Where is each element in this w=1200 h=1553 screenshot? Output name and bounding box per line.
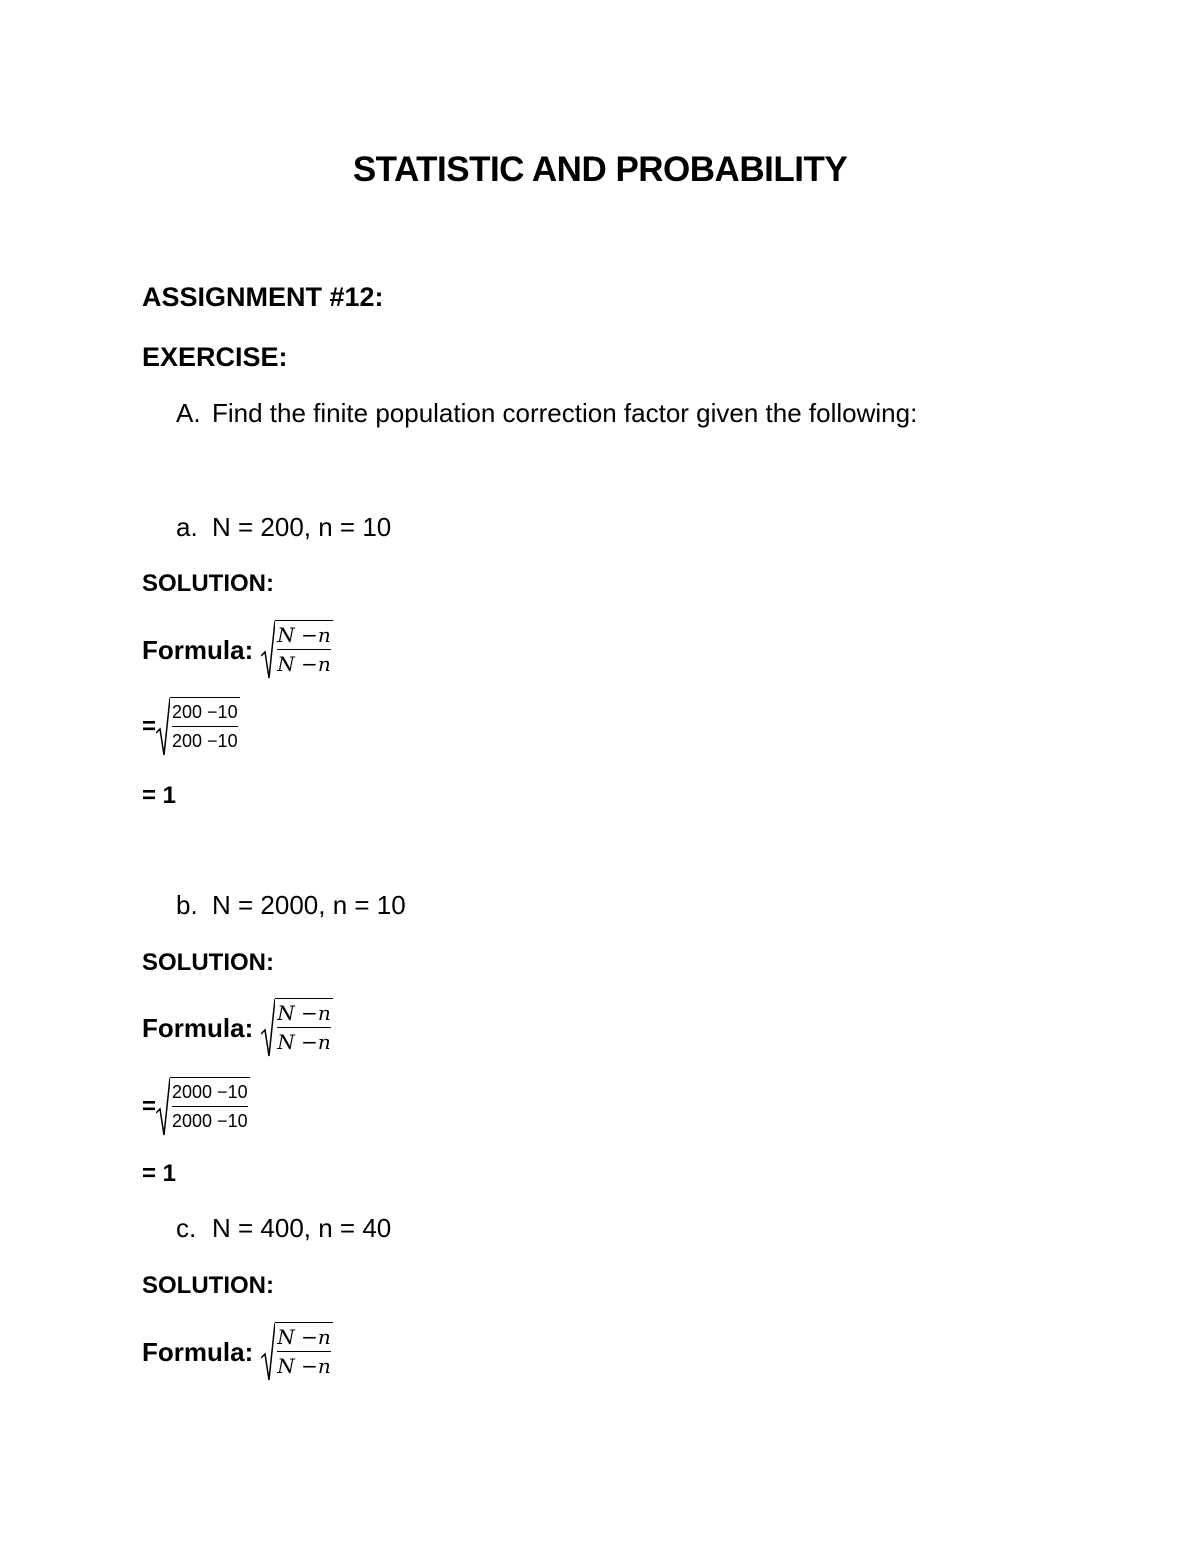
formula-row xyxy=(142,620,333,680)
substitution-row xyxy=(142,1077,250,1137)
square-root-symbol xyxy=(156,697,240,757)
numerator: N −n xyxy=(277,623,331,647)
formula-row xyxy=(142,1322,333,1382)
formula-label: Formula: xyxy=(142,1012,254,1043)
formula-label: Formula: xyxy=(142,1336,254,1367)
square-root-symbol xyxy=(261,620,333,680)
instruction xyxy=(176,398,917,429)
fraction xyxy=(275,1322,333,1382)
problem-given: N = 200, n = 10 xyxy=(212,512,392,542)
result: = 1 xyxy=(142,1160,177,1187)
equals-sign: = xyxy=(142,713,157,740)
denominator: 200 −10 xyxy=(172,726,238,755)
solution-label: SOLUTION: xyxy=(142,570,274,597)
problem-given: N = 2000, n = 10 xyxy=(212,890,406,920)
square-root-symbol xyxy=(156,1077,250,1137)
numerator: 200 −10 xyxy=(172,702,238,722)
formula-row xyxy=(142,998,333,1058)
problem-b-given xyxy=(176,890,406,921)
numerator: N −n xyxy=(277,1325,331,1349)
numerator: 2000 −10 xyxy=(172,1082,248,1102)
fraction xyxy=(275,998,333,1058)
instruction-text: Find the finite population correction factor given the following: xyxy=(212,398,918,428)
problem-a-given xyxy=(176,512,391,543)
problem-c-given xyxy=(176,1213,391,1244)
equals-sign: = xyxy=(142,1093,157,1120)
radical-sign-icon xyxy=(261,620,275,680)
denominator: N −n xyxy=(277,1027,331,1056)
solution-label: SOLUTION: xyxy=(142,949,274,976)
denominator: N −n xyxy=(277,649,331,678)
instruction-marker: A. xyxy=(176,398,201,428)
result: = 1 xyxy=(142,782,177,809)
square-root-symbol xyxy=(261,1322,333,1382)
document-title: STATISTIC AND PROBABILITY xyxy=(352,150,848,189)
denominator: N −n xyxy=(277,1351,331,1380)
exercise-heading: EXERCISE: xyxy=(142,342,288,372)
formula-label: Formula: xyxy=(142,634,254,665)
solution-label: SOLUTION: xyxy=(142,1272,274,1299)
denominator: 2000 −10 xyxy=(172,1106,248,1135)
problem-marker: b. xyxy=(176,890,198,920)
radical-sign-icon xyxy=(261,998,275,1058)
problem-marker: a. xyxy=(176,512,198,542)
fraction xyxy=(170,1077,250,1137)
problem-marker: c. xyxy=(176,1213,197,1243)
problem-given: N = 400, n = 40 xyxy=(212,1213,392,1243)
fraction xyxy=(275,620,333,680)
numerator: N −n xyxy=(277,1001,331,1025)
assignment-heading: ASSIGNMENT #12: xyxy=(142,282,384,312)
radical-sign-icon xyxy=(156,697,170,757)
radical-sign-icon xyxy=(156,1077,170,1137)
square-root-symbol xyxy=(261,998,333,1058)
substitution-row xyxy=(142,697,240,757)
radical-sign-icon xyxy=(261,1322,275,1382)
fraction xyxy=(170,697,240,757)
